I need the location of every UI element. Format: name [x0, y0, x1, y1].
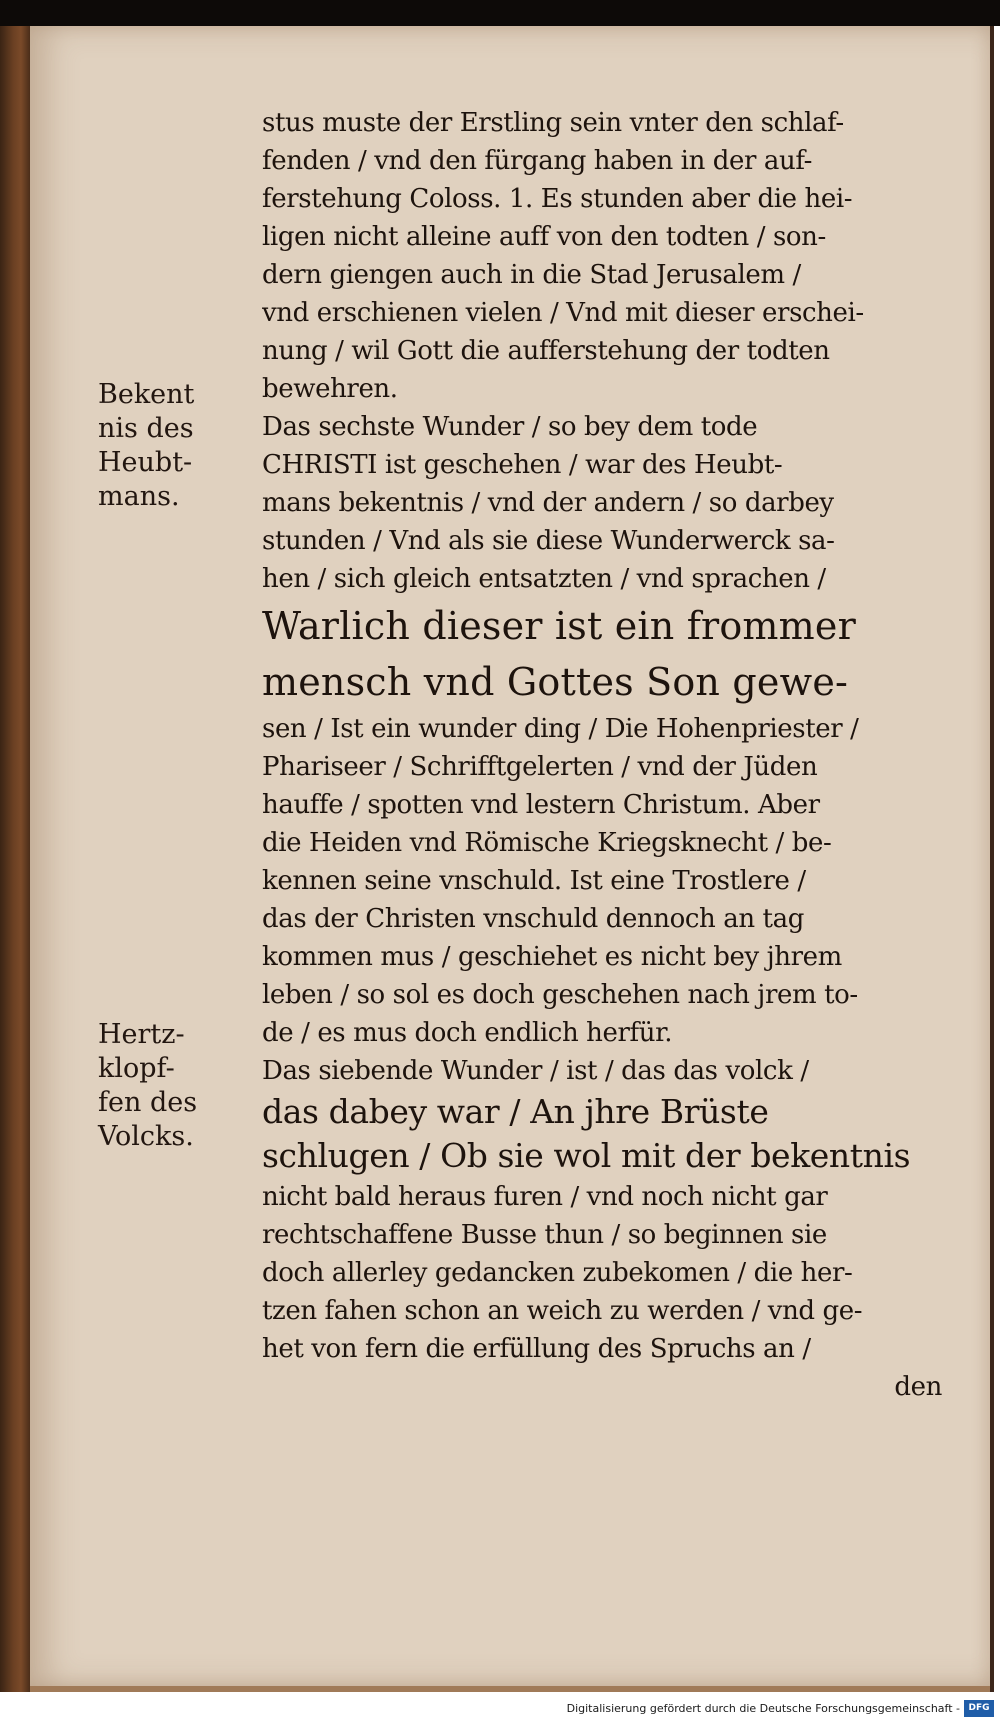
- text-line: de / es mus doch endlich herfür.: [262, 1018, 673, 1048]
- margin-note-line: Volcks.: [98, 1121, 194, 1152]
- text-line: hauffe / spotten vnd lestern Christum. Aber: [262, 790, 820, 820]
- text-line: hen / sich gleich entsatzten / vnd sprachen /: [262, 564, 826, 594]
- text-line: fenden / vnd den fürgang haben in der auf-: [262, 146, 813, 176]
- text-line: stus muste der Erstling sein vnter den schlaf-: [262, 108, 844, 138]
- funding-credit: Digitalisierung gefördert durch die Deutsche Forschungsgemeinschaft -: [566, 1702, 960, 1715]
- text-line: vnd erschienen vielen / Vnd mit dieser erschei-: [262, 298, 864, 328]
- margin-note-line: nis des: [98, 413, 194, 444]
- margin-note-line: mans.: [98, 481, 180, 512]
- main-text-block: [262, 104, 942, 1406]
- text-line: bewehren.: [262, 374, 398, 404]
- text-line: rechtschaffene Busse thun / so beginnen sie: [262, 1220, 827, 1250]
- text-line: Phariseer / Schrifftgelerten / vnd der Jüden: [262, 752, 818, 782]
- margin-note-line: Heubt-: [98, 447, 193, 478]
- text-line: CHRISTI ist geschehen / war des Heubt-: [262, 450, 783, 480]
- text-line: Das sechste Wunder / so bey dem tode: [262, 412, 758, 442]
- text-line: kennen seine vnschuld. Ist eine Trostlere /: [262, 866, 806, 896]
- text-line: doch allerley gedancken zubekomen / die her-: [262, 1258, 853, 1288]
- text-line: leben / so sol es doch geschehen nach jrem to-: [262, 980, 858, 1010]
- dfg-logo-icon: DFG: [964, 1700, 994, 1717]
- text-line: das der Christen vnschuld dennoch an tag: [262, 904, 804, 934]
- text-line: nicht bald heraus furen / vnd noch nicht gar: [262, 1182, 828, 1212]
- text-line: nung / wil Gott die aufferstehung der todten: [262, 336, 830, 366]
- margin-note-hertzklopffen: [98, 1018, 248, 1154]
- top-scan-border: [0, 0, 1000, 26]
- footer-bar: [0, 1692, 1000, 1727]
- book-binding-edge: [0, 26, 30, 1692]
- margin-note-line: Hertz-: [98, 1019, 185, 1050]
- text-line: het von fern die erfüllung des Spruchs an /: [262, 1334, 811, 1364]
- margin-note-bekentnis: [98, 378, 248, 514]
- text-line: die Heiden vnd Römische Kriegsknecht / be-: [262, 828, 832, 858]
- text-line-emphasis: Warlich dieser ist ein frommer: [262, 604, 856, 648]
- text-line: ligen nicht alleine auff von den todten / son-: [262, 222, 826, 252]
- text-line: ferstehung Coloss. 1. Es stunden aber die hei-: [262, 184, 853, 214]
- text-line: dern giengen auch in die Stad Jerusalem /: [262, 260, 801, 290]
- text-line: mans bekentnis / vnd der andern / so darbey: [262, 488, 834, 518]
- text-line: tzen fahen schon an weich zu werden / vnd ge-: [262, 1296, 863, 1326]
- text-line-emphasis: mensch vnd Gottes Son gewe-: [262, 660, 849, 704]
- margin-note-line: klopf-: [98, 1053, 175, 1084]
- margin-note-line: fen des: [98, 1087, 198, 1118]
- text-line: sen / Ist ein wunder ding / Die Hohenpriester /: [262, 714, 859, 744]
- text-line: kommen mus / geschiehet es nicht bey jhrem: [262, 942, 842, 972]
- text-line: stunden / Vnd als sie diese Wunderwerck sa-: [262, 526, 835, 556]
- catchword: den: [894, 1372, 942, 1402]
- margin-note-line: Bekent: [98, 379, 195, 410]
- text-line: Das siebende Wunder / ist / das das volck /: [262, 1056, 809, 1086]
- text-line-emphasis: das dabey war / An jhre Brüste: [262, 1092, 769, 1131]
- text-line-emphasis: schlugen / Ob sie wol mit der bekentnis: [262, 1136, 911, 1175]
